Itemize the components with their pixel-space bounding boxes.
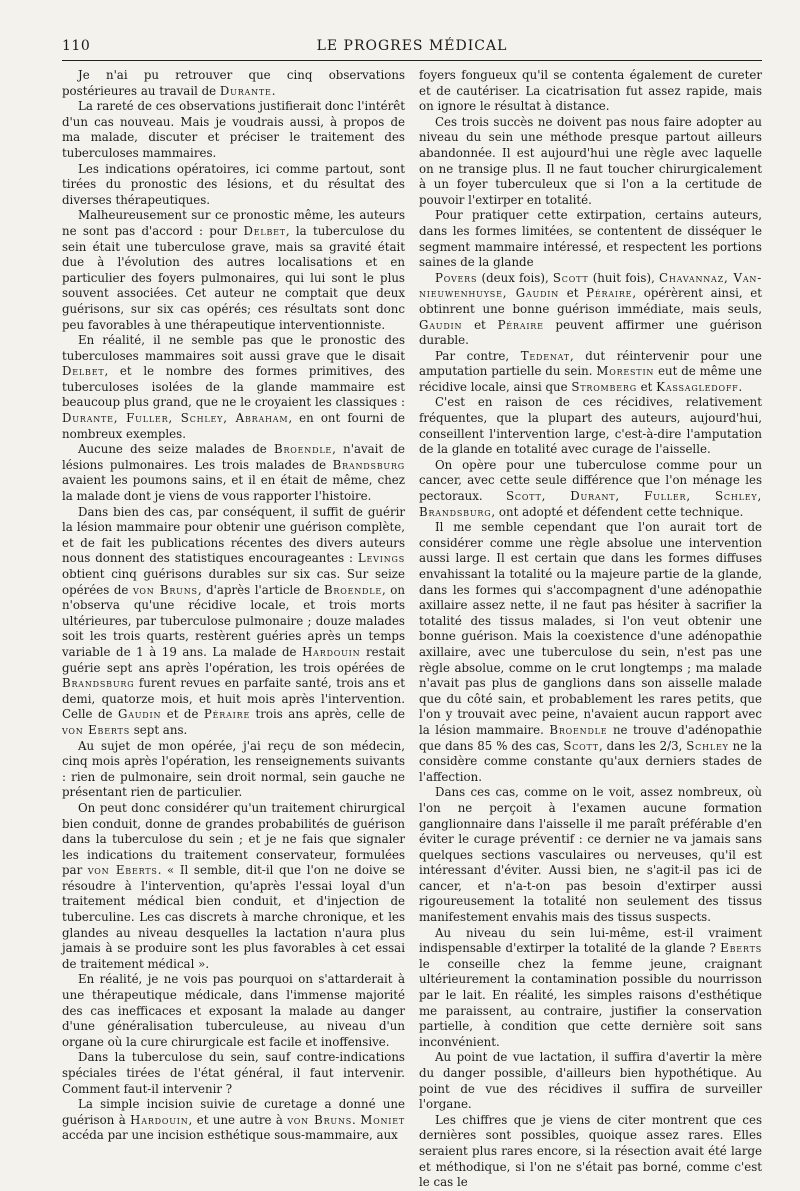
- author-name: von Bruns: [287, 1112, 353, 1127]
- text-run: , opérèrent ainsi, et obtinrent une bonne guérison immédiate, mais seuls,: [419, 286, 762, 316]
- text-run: Il me semble cependant que l'on aurait tort de considérer comme une règle absolue une intervention aussi large. Il est certain que dans les formes diffuses envahissant la totalité ou la majeure partie de la glande, dans les formes qui s'accompagnent d'une adénopathie axillaire assez nette, il ne faut pas hésiter à sacrifier la totalité des tissus malades, si l'on veut obtenir une bonne guérison. Mais la coexistence d'une adénopathie axillaire, avec une tuberculose du sein, n'est pas une règle absolue, comme on le crut longtemps ; ma malade n'avait pas plus de ganglions dans son aisselle malade que du côté sain, et probablement les rares petits, que l'on y trouvait avec peine, n'avaient aucun rapport avec la lésion mammaire.: [419, 520, 762, 737]
- text-run: (deux fois),: [477, 270, 553, 285]
- text-run: restait guérie sept ans après l'opération, les trois opérées de: [62, 644, 405, 675]
- paragraph: [62, 505, 405, 739]
- text-run: En réalité, il ne semble pas que le pronostic des tuberculoses mammaires soit aussi grave que le disait: [62, 333, 405, 363]
- text-run: ne la considère comme constante qu'aux derniers stades de l'affection.: [419, 738, 762, 784]
- paragraph: [62, 1050, 405, 1097]
- author-name: Scott: [552, 270, 589, 285]
- text-run: , d'après l'article de: [197, 582, 324, 597]
- paragraph: [62, 68, 405, 99]
- text-run: , et le nombre des formes primitives, des tuberculoses isolées de la glande mammaire est beaucoup plus grand, que ne le croyaient les classiques :: [62, 364, 405, 410]
- text-run: , n'avait de lésions pulmonaires. Les trois malades de: [62, 442, 405, 472]
- author-name: Péraire: [203, 707, 251, 722]
- text-run: , ont adopté et défendent cette technique.: [491, 504, 744, 519]
- text-run: le conseille chez la femme jeune, craignant ultérieurement la contamination possible du nourrisson par le lait. En réalité, les simples raisons d'esthétique me paraissent, au contraire, justifier la conservation partielle, à condition que cette dernière soit sans inconvénient.: [419, 956, 762, 1049]
- author-name: Scott: [563, 738, 599, 753]
- text-run: Ces trois succès ne doivent pas nous faire adopter au niveau du sein une méthode presque partout ailleurs abandonnée. Il est aujourd'hui une règle avec laquelle on ne transige plus. Il ne faut toucher chirurgicalement à un foyer tuberculeux que si l'on a la certitude de pouvoir l'extirper en totalité.: [419, 114, 762, 207]
- paragraph: [62, 99, 405, 161]
- text-run: furent revues en parfaite santé, trois ans et demi, quatorze mois, et huit mois après l'intervention. Celle de: [62, 676, 405, 722]
- text-run: .: [271, 83, 276, 98]
- author-name: Hardouin: [130, 1112, 189, 1127]
- paragraph: [419, 1113, 762, 1191]
- running-title: LE PROGRES MÉDICAL: [316, 38, 508, 54]
- paragraph: [62, 208, 405, 333]
- paragraph: [419, 926, 762, 1051]
- paragraph: [62, 801, 405, 973]
- author-name: von Eberts: [87, 863, 158, 878]
- text-run: , en ont fourni de nombreux exemples.: [62, 411, 405, 441]
- author-name: Broendle: [274, 442, 333, 457]
- author-name: Brandsburg: [62, 676, 135, 691]
- text-run: Les indications opératoires, ici comme partout, sont tirées du pronostic des lésions, et du résultat des diverses thérapeutiques.: [62, 161, 405, 207]
- text-run: peuvent affirmer une guérison durable.: [419, 317, 762, 348]
- paragraph: [419, 520, 762, 785]
- text-columns: [62, 68, 763, 1190]
- text-run: .: [352, 1112, 361, 1127]
- author-name: Schley: [686, 738, 729, 753]
- text-run: ne trouve d'adénopathie que dans 85 % des cas,: [419, 722, 762, 753]
- author-name: Scott, Durant, Fuller, Schley, Brandsburg: [419, 489, 763, 519]
- paragraph: [62, 333, 405, 442]
- paragraph: [62, 972, 405, 1050]
- text-run: .: [738, 379, 743, 394]
- left-column: [62, 68, 406, 1143]
- text-run: Je n'ai pu retrouver que cinq observations postérieures au travail de: [62, 68, 405, 98]
- text-run: On peut donc considérer qu'un traitement chirurgical bien conduit, donne de grandes probabilités de guérison dans la tuberculose du sein ; et je ne fais que signaler les indications du traitement conservateur, formulées par: [62, 800, 405, 878]
- text-run: La rareté de ces observations justifierait donc l'intérêt d'un cas nouveau. Mais je voudrais aussi, à propos de ma malade, discuter et préciser le traitement des tuberculoses mammaires.: [62, 99, 405, 160]
- text-run: Dans bien des cas, par conséquent, il suffit de guérir la lésion mammaire pour obtenir une guérison complète, et de fait les publications récentes des divers auteurs nous donnent des statistiques encourageantes :: [62, 504, 405, 566]
- text-run: accéda par une incision esthétique sous-mammaire, aux: [62, 1128, 398, 1143]
- author-name: Broendle: [549, 722, 608, 737]
- paragraph: [419, 785, 762, 925]
- author-name: Broendle: [323, 582, 382, 597]
- text-run: (huit fois),: [588, 270, 660, 285]
- author-name: Péraire: [497, 317, 544, 332]
- text-run: , et une autre à: [188, 1112, 288, 1127]
- text-run: Au niveau du sein lui-même, est-il vraiment indispensable d'extirper la totalité de la glande ?: [419, 925, 762, 956]
- text-run: Par contre,: [435, 348, 521, 363]
- text-run: , dans les 2/3,: [598, 738, 687, 753]
- author-name: Delbet: [243, 223, 286, 238]
- text-run: C'est en raison de ces récidives, relativement fréquentes, que la plupart des auteurs, aujourd'hui, conseillent l'intervention large, c'est-à-dire l'amputation de la glande en totalité avec curage de l'aisselle.: [419, 395, 762, 457]
- text-run: Dans ces cas, comme on le voit, assez nombreux, où l'on ne perçoit à l'examen aucune formation ganglionnaire dans l'aisselle il me paraît préférable d'en éviter le curage préventif : ce dernier ne va jamais sans quelques sections vasculaires ou nerveuses, qu'il est intéressant d'éviter. Aussi bien, ne s'agit-il pas ici de cancer, et n'a-t-on pas besoin d'extirper aussi rigoureusement la totalité non seulement des tissus manifestement envahis mais des tissus suspects.: [419, 785, 762, 925]
- page-number: 110: [62, 38, 91, 54]
- author-name: von Eberts: [62, 722, 130, 737]
- paragraph: [419, 349, 762, 396]
- text-run: et de: [161, 707, 204, 722]
- author-name: Povers: [435, 270, 478, 285]
- author-name: Chavannaz, Van-nieuwenhuyse, Gaudin: [419, 270, 763, 301]
- author-name: Tedenat: [520, 348, 570, 363]
- paragraph: [62, 1097, 405, 1144]
- text-run: , on n'observa qu'une récidive locale, et trois morts ultérieures, par tuberculose pulmonaire ; douze malades soit les trois quarts, restèrent guéries après un temps variable de 1 à 19 ans. La malade de: [62, 582, 406, 659]
- author-name: Kassagledoff: [656, 379, 739, 394]
- paragraph: [419, 271, 762, 349]
- author-name: von Bruns: [132, 582, 198, 597]
- right-column: [419, 68, 763, 1190]
- text-run: sept ans.: [129, 722, 188, 737]
- author-name: Levings: [357, 551, 405, 566]
- text-run: On opère pour une tuberculose comme pour un cancer, avec cette seule différence que l'on ménage les pectoraux.: [419, 457, 762, 504]
- text-run: avaient les poumons sains, et il en était de même, chez la malade dont je viens de vous rapporter l'histoire.: [62, 473, 405, 504]
- author-name: Durante, Fuller, Schley, Abraham: [62, 411, 289, 426]
- text-run: trois ans après, celle de: [250, 707, 405, 722]
- text-run: et: [559, 286, 587, 301]
- text-run: eut de même une récidive locale, ainsi que: [419, 364, 762, 394]
- text-run: et: [636, 379, 657, 394]
- text-run: Les chiffres que je viens de citer montrent que ces dernières sont possibles, quoique assez rares. Elles seraient plus rares encore, si la résection avait été large et méthodique, si l'on ne s'était pas borné, comme c'est le cas le: [419, 1112, 762, 1190]
- author-name: Péraire: [586, 286, 633, 301]
- author-name: Hardouin: [302, 644, 361, 659]
- paragraph: [419, 1050, 762, 1112]
- text-run: Aucune des seize malades de: [78, 442, 275, 457]
- author-name: Brandsburg: [332, 457, 405, 472]
- paragraph: [62, 739, 405, 801]
- text-run: La simple incision suivie de curetage a donné une guérison à: [62, 1097, 405, 1127]
- page-header: [62, 36, 762, 61]
- text-run: Malheureusement sur ce pronostic même, les auteurs ne sont pas d'accord : pour: [62, 208, 405, 238]
- text-run: Pour pratiquer cette extirpation, certains auteurs, dans les formes limitées, se contentent de disséquer le segment mammaire intéressé, et respectent les portions saines de la glande: [419, 208, 762, 270]
- paragraph: [419, 208, 762, 270]
- author-name: Eberts: [720, 941, 762, 956]
- paragraph: [419, 458, 762, 520]
- text-run: Dans la tuberculose du sein, sauf contre-indications spéciales tirées de l'état général, il faut intervenir. Comment faut-il intervenir ?: [62, 1050, 405, 1096]
- text-run: , dut réintervenir pour une amputation partielle du sein.: [419, 348, 763, 379]
- author-name: Morestin: [596, 364, 655, 379]
- paragraph: [419, 395, 762, 457]
- author-name: Gaudin: [117, 707, 162, 722]
- text-run: et: [462, 317, 498, 332]
- paragraph: [419, 115, 762, 209]
- text-run: foyers fongueux qu'il se contenta également de cureter et de cautériser. La cicatrisation fut assez rapide, mais on ignore le résultat à distance.: [419, 68, 762, 114]
- text-run: Au point de vue lactation, il suffira d'avertir la mère du danger possible, d'ailleurs bien hypothétique. Au point de vue des récidives il suffira de surveiller l'organe.: [419, 1050, 762, 1112]
- author-name: Moniet: [360, 1112, 405, 1127]
- paragraph: [419, 68, 762, 115]
- author-name: Durante: [219, 83, 272, 98]
- text-run: Au sujet de mon opérée, j'ai reçu de son médecin, cinq mois après l'opération, les renseignements suivants : rien de pulmonaire, sein droit normal, sein gauche ne présentant rien de particulier.: [62, 738, 405, 800]
- paragraph: [62, 442, 405, 504]
- text-run: En réalité, je ne vois pas pourquoi on s'attarderait à une thérapeutique médicale, dans l'immense majorité des cas inefficaces et exposant la malade au danger d'une généralisation tuberculeuse, au niveau d'un organe où la cure chirurgicale est facile et inoffensive.: [62, 972, 405, 1049]
- paragraph: [62, 162, 405, 209]
- text-run: . « Il semble, dit-il que l'on ne doive se résoudre à l'intervention, qu'après l'essai loyal d'un traitement médical bien conduit, et d'injection de tuberculine. Les cas discrets à marche chronique, et les glandes au niveau desquelles la lactation n'aura plus jamais à se produire sont les plus favorables à cet essai de traitement médical ».: [62, 863, 405, 971]
- text-run: obtient cinq guérisons durables sur six cas. Sur seize opérées de: [62, 567, 405, 597]
- author-name: Gaudin: [419, 317, 463, 332]
- author-name: Stromberg: [571, 379, 637, 394]
- author-name: Delbet: [62, 364, 105, 379]
- text-run: , la tuberculose du sein était une tuberculose grave, mais sa gravité était due à l'évolution des autres localisations et en particulier des foyers pulmonaires, qui lui sont le plus souvent associées. Cet auteur ne comptait que deux guérisons, sur six cas opérés; ces résultats sont donc peu favorables à une thérapeutique interventionniste.: [62, 223, 405, 332]
